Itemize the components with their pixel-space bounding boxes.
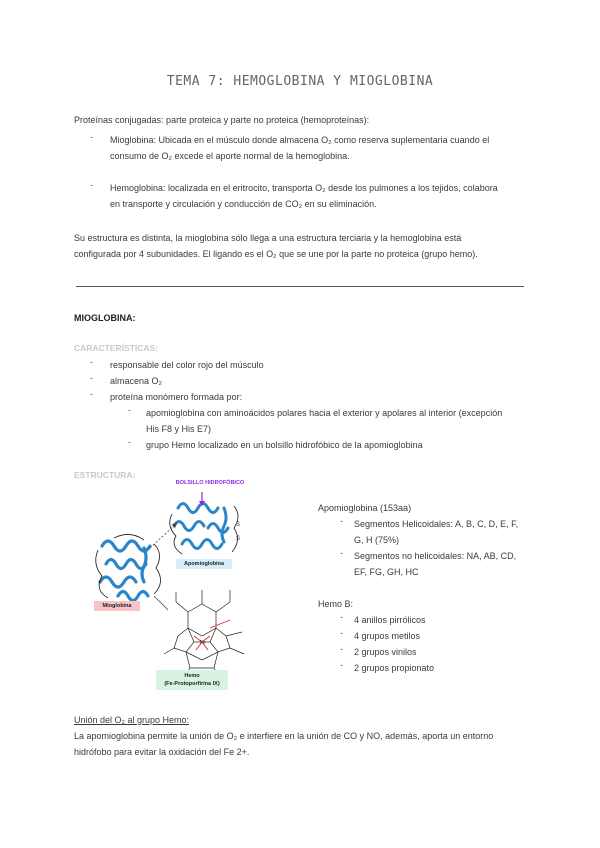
dash-bullet: - [90, 389, 93, 399]
figure-label-s: S [236, 536, 241, 542]
union-paragraph [74, 728, 526, 760]
intro-item-mioglobina [110, 132, 524, 164]
text-line: Segmentos Helicoidales: A, B, C, D, E, F, [354, 519, 519, 529]
apo-item-helicoidales [354, 516, 518, 548]
dash-bullet: - [340, 516, 343, 526]
caract-item: almacena O₂ [110, 376, 163, 386]
intro-paragraph [74, 230, 524, 262]
subheading-caracteristicas: CARACTERÍSTICAS: [74, 343, 159, 353]
text-line: apomioglobina con aminoácidos polares hacia el exterior y apolares al interior (excepción [146, 408, 503, 418]
hemo-item: 2 grupos propionato [354, 663, 435, 673]
text-line: Hemo [184, 673, 200, 679]
dash-bullet: - [90, 132, 93, 142]
dash-bullet: - [340, 612, 343, 622]
heme-structure-icon [164, 590, 244, 678]
myoglobin-figure [84, 478, 300, 694]
myoglobin-ribbon-icon [100, 541, 150, 601]
text-line: en transporte y circulación y conducción de CO₂ en su eliminación. [110, 199, 377, 209]
caract-item: proteína monómero formada por: [110, 392, 243, 402]
fe-symbol-icon: Fe [200, 640, 206, 646]
text-line: His F8 y His E7) [146, 424, 212, 434]
arrow-to-heme-icon [154, 596, 168, 610]
figure-label-hemo [156, 670, 228, 690]
apomyoglobin-ribbon-icon [174, 504, 228, 549]
dash-bullet: - [128, 405, 131, 415]
dash-bullet: - [90, 357, 93, 367]
subheading-estructura: ESTRUCTURA: [74, 470, 136, 480]
text-line: EF, FG, GH, HC [354, 567, 419, 577]
text-line: G, H (75%) [354, 535, 400, 545]
figure-label-mioglobina: Mioglobina [94, 601, 140, 611]
caract-item: responsable del color rojo del músculo [110, 360, 264, 370]
text-line: hidrófobo para evitar la oxidación del Fe 2+. [74, 747, 250, 757]
section-heading-mioglobina: MIOGLOBINA: [74, 313, 136, 323]
text-line: (Fe-Protoporfirina IX) [164, 681, 220, 687]
text-line: La apomioglobina permite la unión de O₂ e interfiere en la unión de CO y NO, además, aporta un entorno [74, 731, 494, 741]
text-line: Hemoglobina: localizada en el eritrocito, transporta O₂ desde los pulmones a los tejidos, colabora [110, 183, 498, 193]
text-line: configurada por 4 subunidades. El ligando es el O₂ que se une por la parte no proteica (grupo hemo). [74, 249, 478, 259]
dash-bullet: - [90, 180, 93, 190]
caract-subitem-apomioglobina [146, 405, 526, 437]
dash-bullet: - [340, 644, 343, 654]
dashed-arrow-icon [150, 524, 176, 548]
dash-bullet: - [128, 437, 131, 447]
hemo-title: Hemo B: [318, 599, 354, 609]
text-line: consumo de O₂ excede el aporte normal de la hemoglobina. [110, 151, 350, 161]
figure-label-s: S [236, 522, 241, 528]
text-line: Segmentos no helicoidales: NA, AB, CD, [354, 551, 517, 561]
section-divider [76, 286, 524, 287]
union-heading: Unión del O₂ al grupo Hemo: [74, 715, 190, 725]
hemo-item: 2 grupos vinilos [354, 647, 417, 657]
hemo-item: 4 anillos pirrólicos [354, 615, 426, 625]
apo-title: Apomioglobina (153aa) [318, 503, 412, 513]
dash-bullet: - [340, 660, 343, 670]
figure-label-bolsillo: BOLSILLO HIDROFÓBICO [175, 480, 245, 486]
apo-item-no-helicoidales [354, 548, 516, 580]
dash-bullet: - [340, 628, 343, 638]
text-line: Su estructura es distinta, la mioglobina sólo llega a una estructura terciaria y la hemoglobina está [74, 233, 462, 243]
hemo-item: 4 grupos metilos [354, 631, 421, 641]
page-title: TEMA 7: HEMOGLOBINA Y MIOGLOBINA [166, 74, 434, 89]
intro-lead: Proteínas conjugadas: parte proteica y parte no proteica (hemoproteínas): [74, 115, 370, 125]
intro-item-hemoglobina [110, 180, 524, 212]
dash-bullet: - [340, 548, 343, 558]
text-line: Mioglobina: Ubicada en el músculo donde almacena O₂ como reserva suplementaria cuando el [110, 135, 490, 145]
dash-bullet: - [90, 373, 93, 383]
figure-label-apomioglobina: Apomioglobina [176, 559, 232, 569]
caract-subitem-hemo: grupo Hemo localizado en un bolsillo hidrofóbico de la apomioglobina [146, 440, 423, 450]
